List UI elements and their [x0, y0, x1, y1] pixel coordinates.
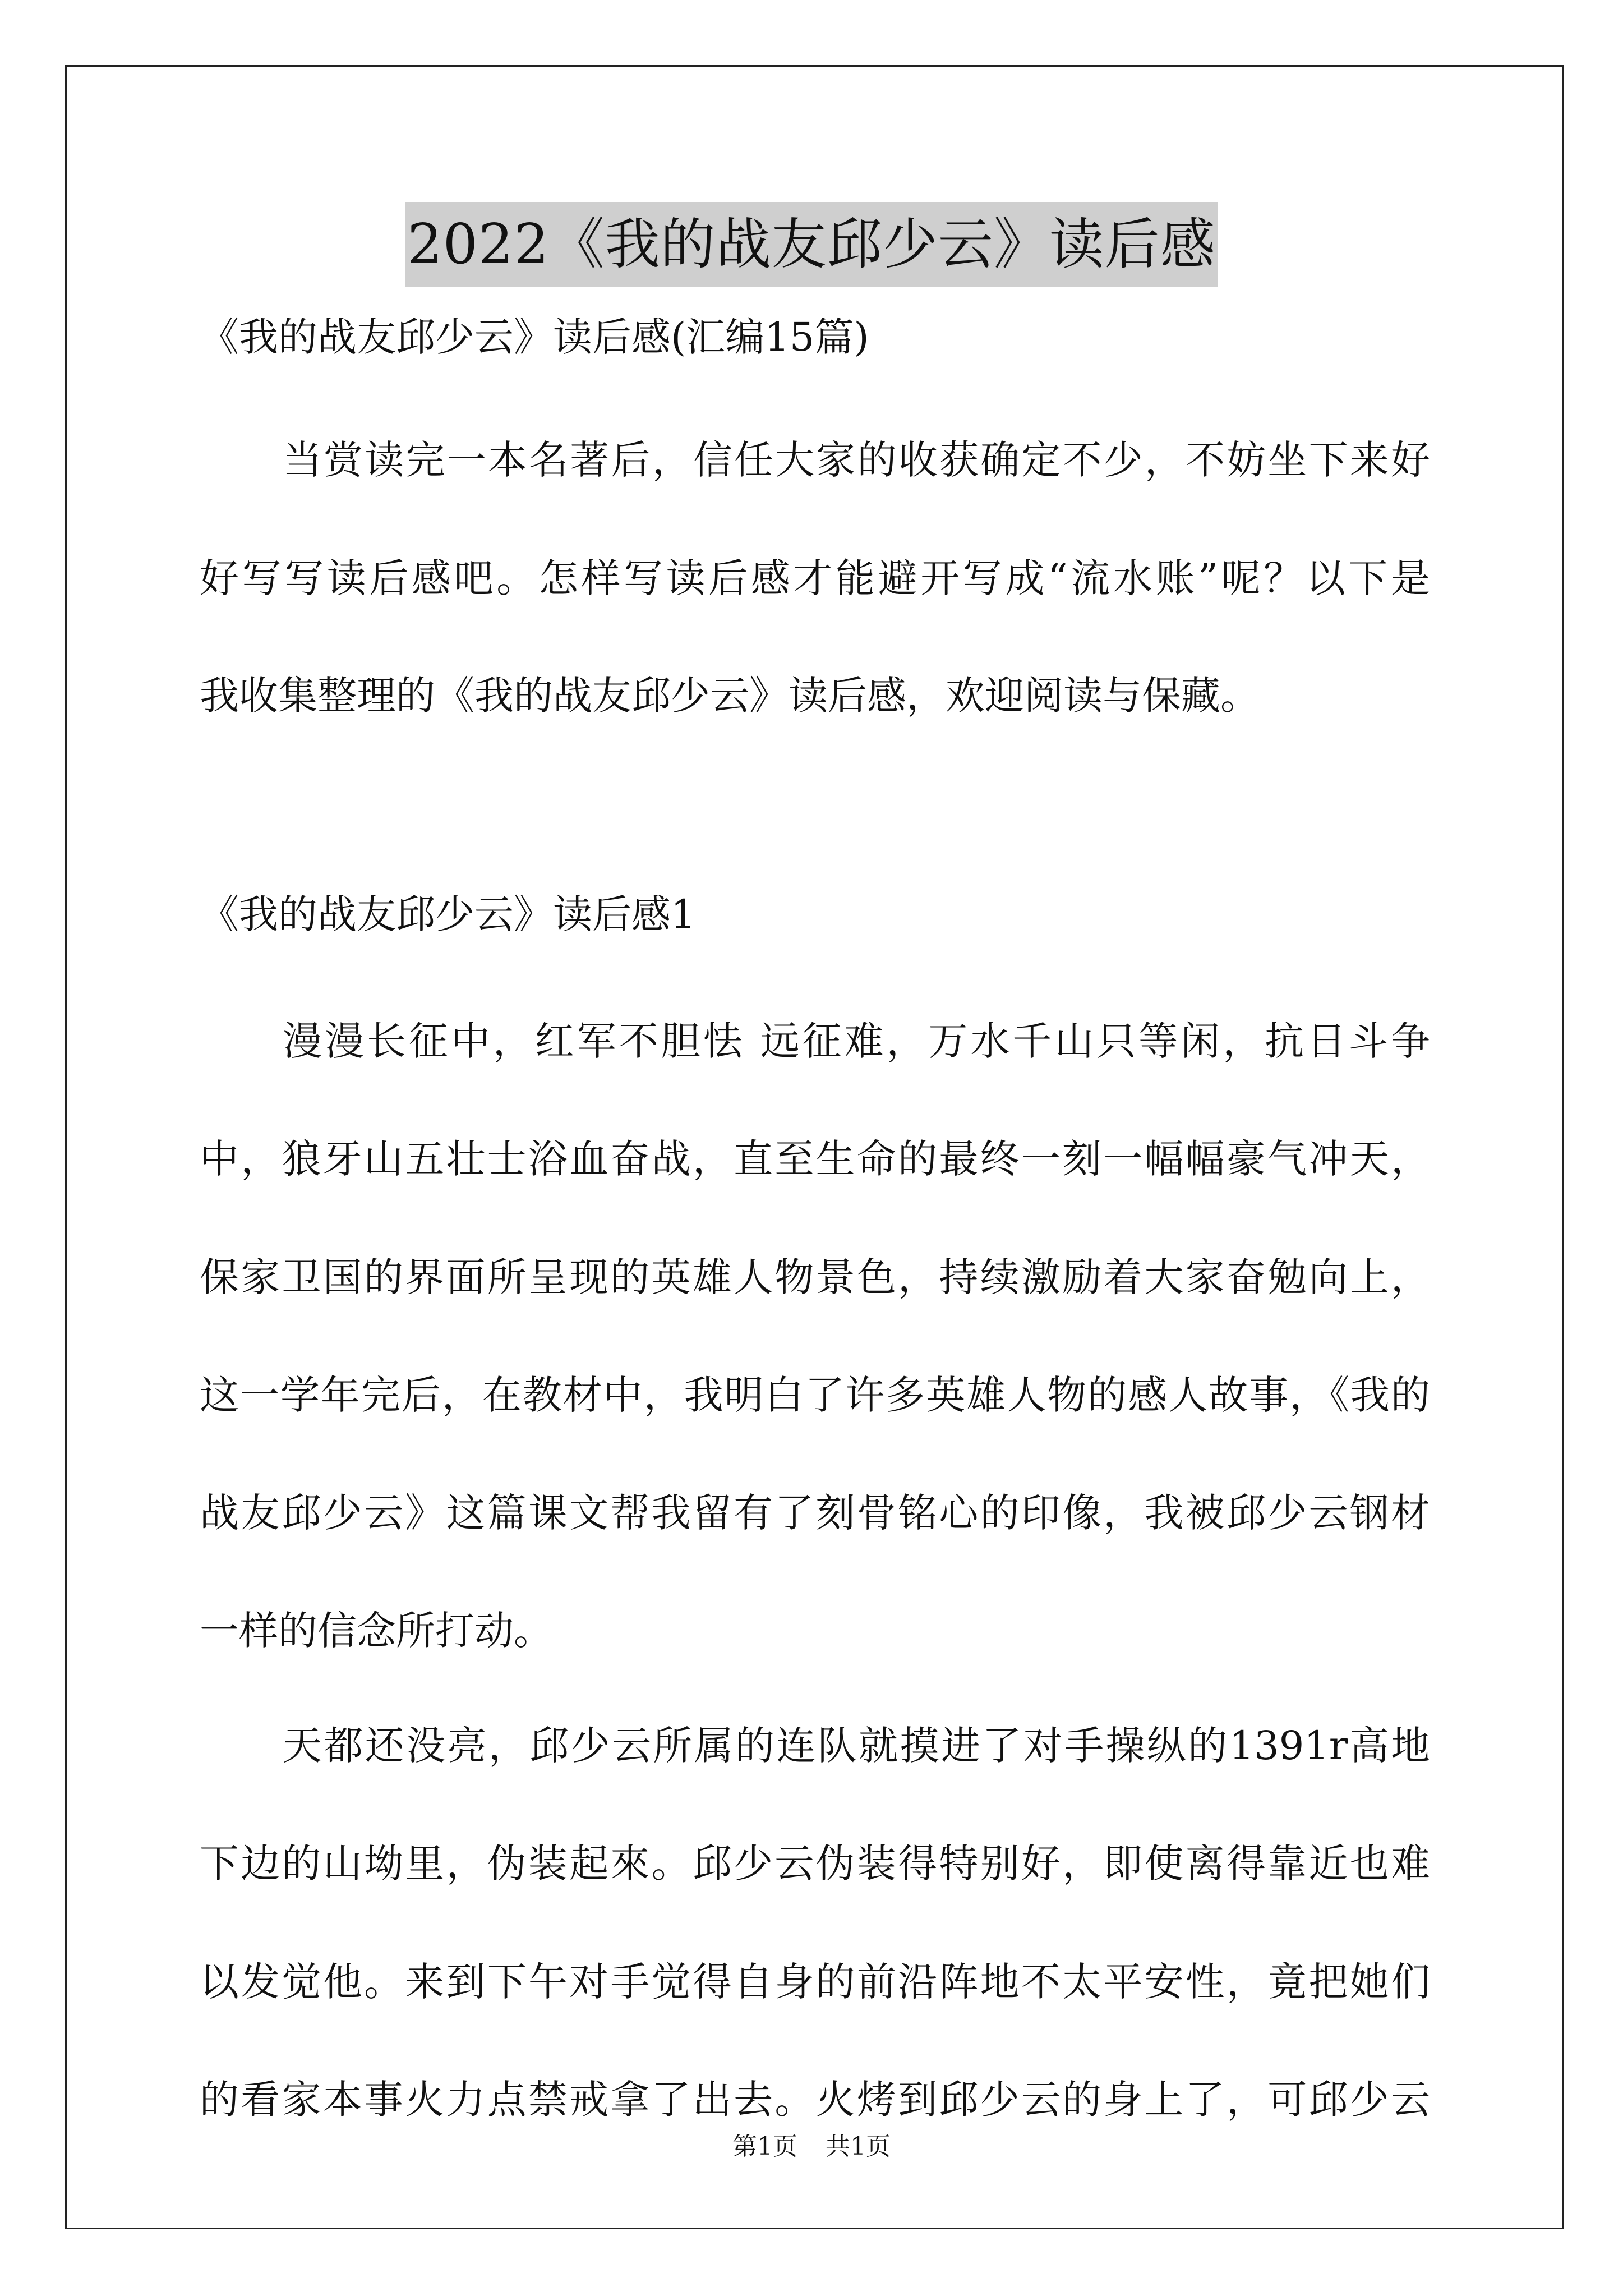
paragraph-line: 以发觉他。来到下午对手觉得自身的前沿阵地不太平安性，竟把她们	[200, 1959, 1430, 2005]
paragraph-line: 战友邱少云》这篇课文帮我留有了刻骨铭心的印像，我被邱少云钢材	[200, 1490, 1430, 1536]
document-title: 2022《我的战友邱少云》读后感	[405, 202, 1218, 287]
intro-line: 当赏读完一本名著后，信任大家的收获确定不少，不妨坐下来好	[283, 437, 1430, 483]
section-heading: 《我的战友邱少云》读后感1	[200, 891, 696, 937]
paragraph-line: 天都还没亮，邱少云所属的连队就摸进了对手操纵的1391r高地	[283, 1723, 1430, 1769]
document-subtitle: 《我的战友邱少云》读后感(汇编15篇)	[200, 314, 869, 360]
paragraph-line: 漫漫长征中，红军不胆怯 远征难，万水千山只等闲，抗日斗争	[283, 1018, 1430, 1064]
page-total: 共1页	[826, 2132, 891, 2161]
page-footer	[0, 2126, 1623, 2162]
page-number: 第1页	[732, 2132, 797, 2161]
paragraph-line: 一样的信念所打动。	[200, 1608, 553, 1654]
intro-line: 好写写读后感吧。怎样写读后感才能避开写成“流水账”呢？以下是	[200, 555, 1430, 601]
paragraph-line: 的看家本事火力点禁戒拿了出去。火烤到邱少云的身上了，可邱少云	[200, 2077, 1430, 2123]
intro-line: 我收集整理的《我的战友邱少云》读后感，欢迎阅读与保藏。	[200, 673, 1260, 719]
paragraph-line: 中，狼牙山五壮士浴血奋战，直至生命的最终一刻一幅幅豪气冲天，	[200, 1136, 1430, 1182]
paragraph-line: 保家卫国的界面所呈现的英雄人物景色，持续激励着大家奋勉向上，	[200, 1254, 1430, 1300]
paragraph-line: 这一学年完后，在教材中，我明白了许多英雄人物的感人故事，《我的	[200, 1372, 1430, 1418]
paragraph-line: 下边的山坳里，伪装起來。邱少云伪装得特别好，即使离得靠近也难	[200, 1841, 1430, 1887]
